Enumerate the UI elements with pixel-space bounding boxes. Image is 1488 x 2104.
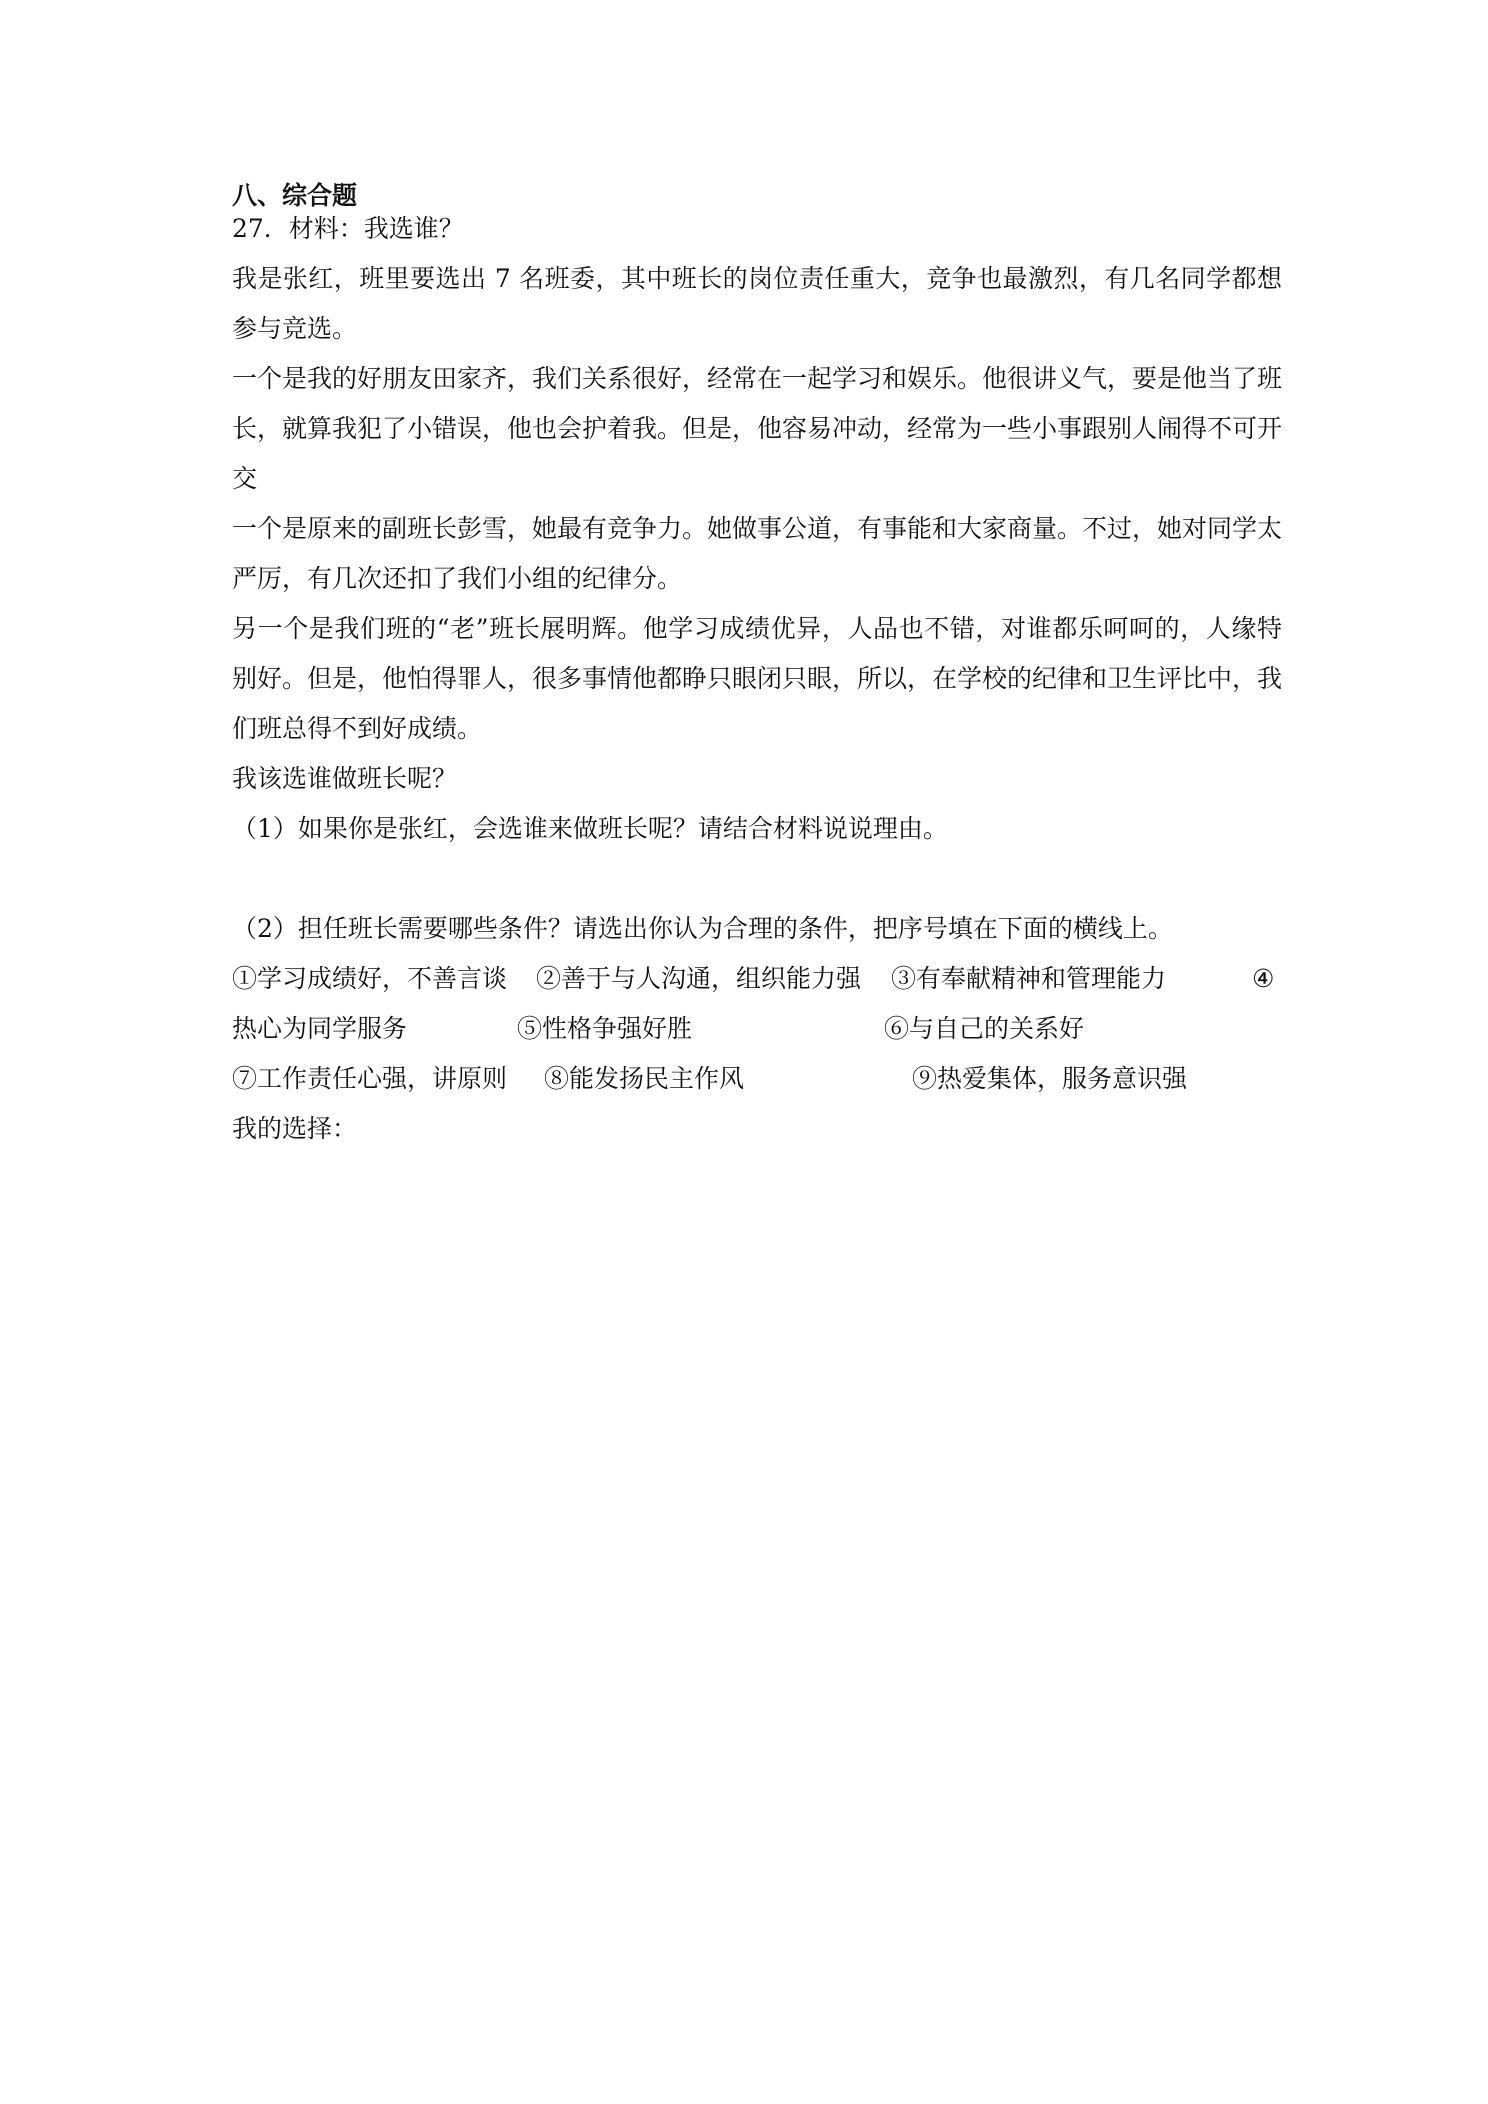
option-8: ⑧能发扬民主作风	[544, 1064, 745, 1093]
options-row-1	[232, 954, 1282, 1004]
option-9: ⑨热爱集体，服务意识强	[912, 1064, 1188, 1093]
option-2: ②善于与人沟通，组织能力强	[536, 964, 862, 993]
material-paragraph-5: 我该选谁做班长呢？	[232, 764, 458, 793]
section-title: 八、综合题	[232, 181, 358, 210]
option-6: ⑥与自己的关系好	[884, 1014, 1085, 1043]
document-page	[232, 180, 1282, 1154]
option-1: ①学习成绩好，不善言谈	[232, 964, 508, 993]
options-row-3	[232, 1054, 1282, 1104]
option-4-marker: ④	[1252, 964, 1275, 993]
choice-label: 我的选择：	[232, 1114, 358, 1143]
question-title: 27．材料：我选谁？	[232, 214, 464, 243]
option-4-text: 热心为同学服务	[232, 1014, 408, 1043]
material-paragraph-1: 我是张红，班里要选出 7 名班委，其中班长的岗位责任重大，竞争也最激烈，有几名同学都想参与竞选。	[232, 264, 1282, 343]
answer-space-1	[232, 854, 1282, 904]
material-paragraph-3: 一个是原来的副班长彭雪，她最有竞争力。她做事公道，有事能和大家商量。不过，她对同学太严厉，有几次还扣了我们小组的纪律分。	[232, 514, 1283, 593]
option-3: ③有奉献精神和管理能力	[891, 964, 1167, 993]
option-5: ⑤性格争强好胜	[517, 1014, 693, 1043]
option-7: ⑦工作责任心强，讲原则	[232, 1064, 508, 1093]
sub-question-2: （2）担任班长需要哪些条件？请选出你认为合理的条件，把序号填在下面的横线上。	[232, 914, 1173, 943]
sub-question-1: （1）如果你是张红，会选谁来做班长呢？请结合材料说说理由。	[232, 814, 948, 843]
material-paragraph-2: 一个是我的好朋友田家齐，我们关系很好，经常在一起学习和娱乐。他很讲义气，要是他当了班长，就算我犯了小错误，他也会护着我。但是，他容易冲动，经常为一些小事跟别人闹得不可开交	[232, 364, 1283, 493]
options-row-2	[232, 1004, 1282, 1054]
material-paragraph-4: 另一个是我们班的“老”班长展明辉。他学习成绩优异，人品也不错，对谁都乐呵呵的，人缘特别好。但是，他怕得罪人，很多事情他都睁只眼闭只眼，所以，在学校的纪律和卫生评比中，我们班总得不到好成绩。	[232, 614, 1283, 743]
